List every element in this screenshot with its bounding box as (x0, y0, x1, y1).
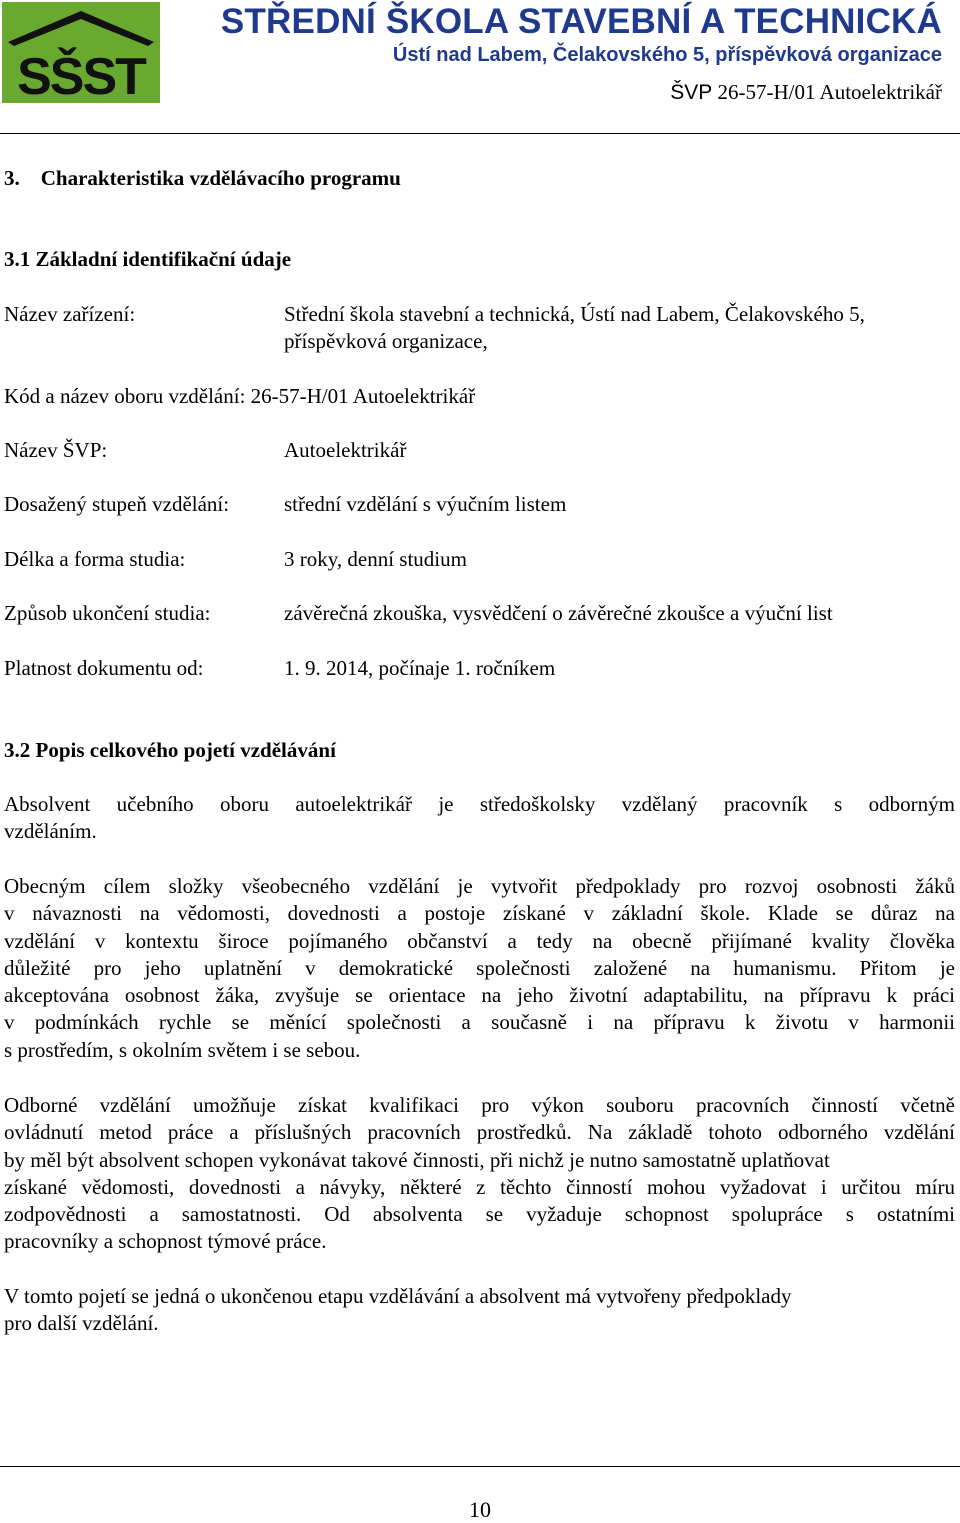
row-label: Platnost dokumentu od: (4, 656, 204, 680)
footer-rule (0, 1466, 960, 1467)
text-line: zodpovědnosti a samostatnosti. Od absolventa se vyžaduje schopnost spolupráce s ostatními (4, 1202, 955, 1227)
code-line: Kód a název oboru vzdělání: 26-57-H/01 Autoelektrikář (4, 384, 476, 408)
header-rule (0, 133, 960, 134)
row-value: 3 roky, denní studium (284, 547, 467, 571)
text-line: by měl být absolvent schopen vykonávat takové činnosti, při nichž je nutno samostatně uplatňovat (4, 1147, 830, 1172)
school-logo (2, 2, 160, 103)
row-label: Způsob ukončení studia: (4, 601, 211, 625)
paragraph-1 (4, 791, 955, 846)
text-line: pro další vzdělání. (4, 1311, 159, 1336)
row-value: střední vzdělání s výučním listem (284, 492, 567, 516)
name-value-line2: příspěvková organizace, (284, 329, 488, 353)
text-line: získané vědomosti, dovednosti a návyky, některé z těchto činností mohou vyžadovat i určitou míru (4, 1174, 955, 1199)
page-number: 10 (469, 1497, 491, 1522)
text-line: akceptována osobnost žáka, zvyšuje se orientace na jeho životní adaptabilitu, na přípravu k práci (4, 983, 955, 1008)
text-line: s prostředím, s okolním světem i se sebou. (4, 1037, 361, 1062)
text-line: pracovníky a schopnost týmové práce. (4, 1229, 327, 1254)
text-line: vzděláním. (4, 819, 97, 844)
text-line: vzdělání v kontextu široce pojímaného občanství a tedy na obecně přijímané kvality člověka (4, 928, 955, 953)
paragraph-2 (4, 873, 955, 1064)
row-label: Délka a forma studia: (4, 547, 186, 571)
section-3-title: 3. Charakteristika vzdělávacího programu (4, 166, 401, 190)
text-line: Odborné vzdělání umožňuje získat kvalifikaci pro výkon souboru pracovních činností včetně (4, 1093, 955, 1117)
text-line: V tomto pojetí se jedná o ukončenou etapu vzdělávání a absolvent má vytvořeny předpoklady (4, 1284, 792, 1308)
row-label: Dosažený stupeň vzdělání: (4, 492, 230, 516)
text-line: v podmínkách rychle se měnící společnosti a současně i na přípravu k životu v harmonii (4, 1010, 955, 1035)
section-3-1-title: 3.1 Základní identifikační údaje (4, 247, 292, 271)
text-line: ovládnutí metod práce a příslušných pracovních prostředků. Na základě tohoto odborného vzdělání (4, 1120, 955, 1145)
section-3-2-title: 3.2 Popis celkového pojetí vzdělávání (4, 738, 336, 762)
svp-code-text: 26-57-H/01 Autoelektrikář (717, 80, 942, 104)
text-line: Absolvent učebního oboru autoelektrikář je středoškolsky vzdělaný pracovník s odborným (4, 792, 955, 816)
svp-prefix: ŠVP (670, 81, 713, 104)
svp-code (670, 80, 942, 105)
school-name: STŘEDNÍ ŠKOLA STAVEBNÍ A TECHNICKÁ (220, 2, 942, 41)
row-value: závěrečná zkouška, vysvědčení o závěrečné zkoušce a výuční list (284, 601, 833, 625)
text-line: důležité pro jeho uplatnění v demokratické společnosti založené na humanismu. Přitom je (4, 955, 955, 980)
name-value-line1: Střední škola stavební a technická, Ústí nad Labem, Čelakovského 5, (284, 302, 865, 326)
paragraph-4 (4, 1283, 955, 1338)
school-address: Ústí nad Labem, Čelakovského 5, příspěvková organizace (392, 44, 942, 66)
row-label: Název ŠVP: (4, 438, 108, 462)
text-line: v návaznosti na vědomosti, dovednosti a postoje získané v základní škole. Klade se důraz na (4, 901, 955, 926)
text-line: Obecným cílem složky všeobecného vzdělání je vytvořit předpoklady pro rozvoj osobnosti žáků (4, 874, 955, 898)
row-value: Autoelektrikář (284, 438, 407, 462)
paragraph-3 (4, 1092, 955, 1256)
row-value: 1. 9. 2014, počínaje 1. ročníkem (284, 656, 556, 680)
logo-text: SŠST (17, 48, 145, 103)
name-label: Název zařízení: (4, 302, 136, 326)
